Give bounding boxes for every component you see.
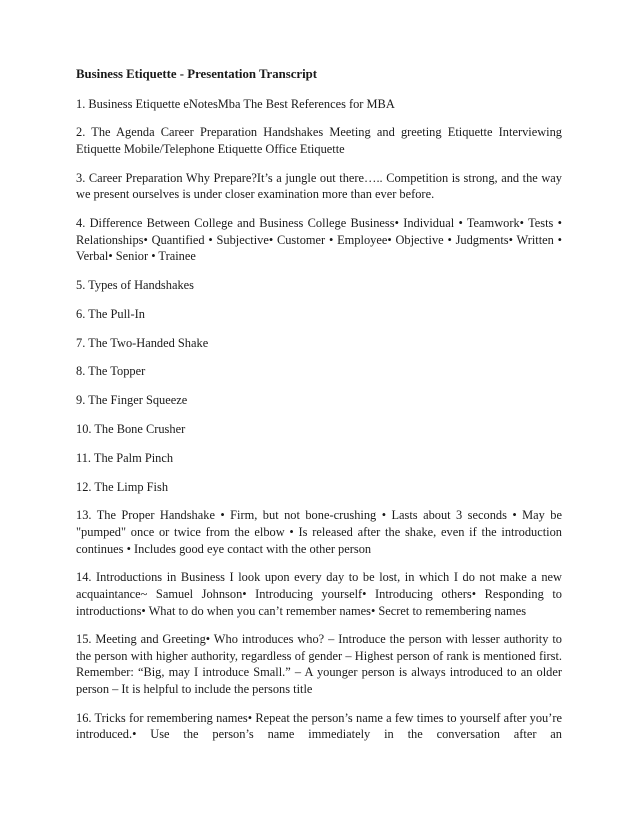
paragraph-9: 9. The Finger Squeeze (76, 393, 188, 408)
paragraph-1: 1. Business Etiquette eNotesMba The Best References for MBA (76, 96, 395, 111)
paragraph-5: 5. Types of Handshakes (76, 278, 194, 293)
paragraph-6: 6. The Pull-In (76, 306, 145, 321)
paragraph-12: 12. The Limp Fish (76, 479, 169, 494)
paragraph-15: 15. Meeting and Greeting• Who introduces who? – Introduce the person with lesser authority to the person with higher authority, regardless of gender – Highest person of rank is mentioned first. Remember: “Big, may I introduce Small.” – A younger person is always introduced to an older person – It is helpful to include the persons title (76, 632, 562, 697)
paragraph-11: 11. The Palm Pinch (76, 450, 174, 465)
paragraph-14: 14. Introductions in Business I look upon every day to be lost, in which I do not make a new acquaintance~ Samuel Johnson• Introducing yourself• Introducing others• Responding to introductions• What to do when you can’t remember names• Secret to remembering names (76, 570, 562, 618)
paragraph-16: 16. Tricks for remembering names• Repeat the person’s name a few times to yourself after you’re introduced.• Use the person’s name immediately in the conversation after an (76, 710, 562, 742)
paragraph-4: 4. Difference Between College and Business College Business• Individual • Teamwork• Tests • Relationships• Quantified • Subjective• Customer • Employee• Objective • Judgments• Written • Verbal• Senior • Trainee (76, 216, 562, 264)
paragraph-7: 7. The Two-Handed Shake (76, 335, 209, 350)
paragraph-2: 2. The Agenda Career Preparation Handshakes Meeting and greeting Etiquette Interviewing Etiquette Mobile/Telephone Etiquette Office Etiquette (76, 125, 562, 156)
paragraph-13: 13. The Proper Handshake • Firm, but not bone-crushing • Lasts about 3 seconds • May be "pumped" once or twice from the elbow • Is released after the shake, even if the introduction continues • Includes good eye contact with the other person (76, 508, 562, 556)
document-title: Business Etiquette - Presentation Transcript (76, 67, 318, 81)
document-page (76, 66, 562, 743)
paragraph-10: 10. The Bone Crusher (76, 422, 186, 436)
paragraph-3: 3. Career Preparation Why Prepare?It’s a jungle out there….. Competition is strong, and the way we present ourselves is under closer examination more than ever before. (76, 170, 562, 202)
paragraph-8: 8. The Topper (76, 364, 146, 379)
